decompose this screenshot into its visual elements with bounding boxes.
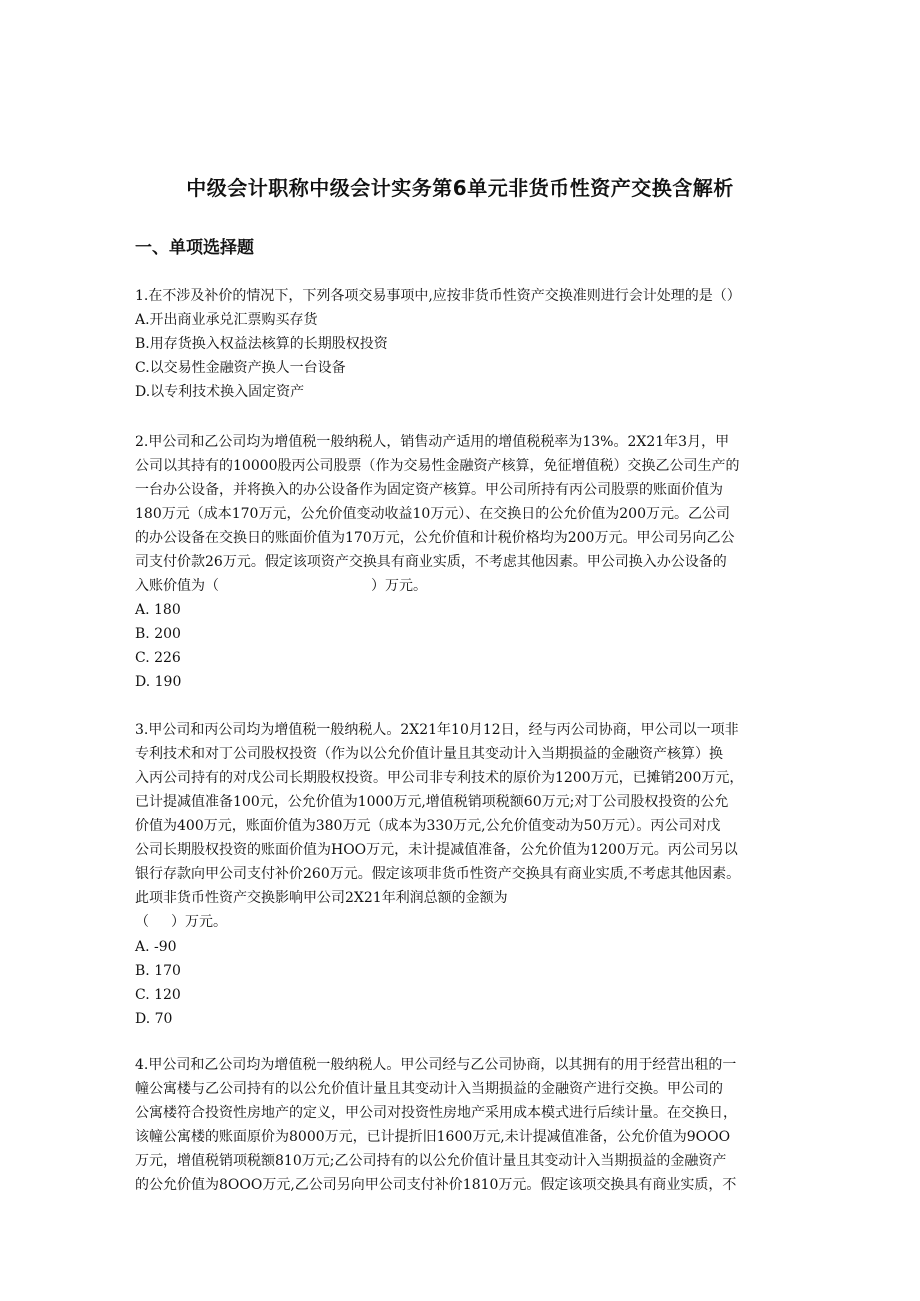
q1-option-b: B.用存货换入权益法核算的长期股权投资 — [135, 336, 388, 352]
q3-option-a: A. -90 — [135, 939, 177, 955]
q3-last-open: （ — [135, 914, 149, 930]
q2-line: 180万元（成本170万元，公允价值变动收益10万元）、在交换日的公允价值为200万元。乙公司 — [135, 506, 730, 522]
q4-line: 该幢公寓楼的账面原价为8000万元，已计提折旧1600万元,未计提减值准备，公允价值为9OOO — [135, 1129, 731, 1145]
q2-option-c: C. 226 — [135, 650, 181, 666]
q3-line: 价值为400万元，账面价值为380万元（成本为330万元,公允价值变动为50万元）。丙公司对戊 — [135, 818, 721, 834]
q4-line: 公寓楼符合投资性房地产的定义，甲公司对投资性房地产采用成本模式进行后续计量。在交换日， — [135, 1105, 737, 1121]
q2-last-suffix: ）万元。 — [371, 578, 427, 594]
q2-line: 2.甲公司和乙公司均为增值税一般纳税人，销售动产适用的增值税税率为13%。2X21年3月，甲 — [135, 434, 730, 450]
q3-last-line — [135, 913, 227, 931]
q4-line: 万元，增值税销项税额810万元;乙公司持有的以公允价值计量且其变动计入当期损益的金融资产 — [135, 1153, 727, 1169]
q4-line: 幢公寓楼与乙公司持有的以公允价值计量且其变动计入当期损益的金融资产进行交换。甲公司的 — [135, 1081, 723, 1097]
q3-option-d: D. 70 — [135, 1011, 173, 1027]
q2-option-a: A. 180 — [135, 602, 181, 618]
q2-last-line — [135, 577, 427, 595]
q3-line: 专利技术和对丁公司股权投资（作为以公允价值计量且其变动计入当期损益的金融资产核算）换 — [135, 746, 723, 762]
q2-last-prefix: 入账价值为（ — [135, 578, 219, 594]
q3-line: 此项非货币性资产交换影响甲公司2X21年利润总额的金额为 — [135, 890, 508, 906]
q1-option-d: D.以专利技术换入固定资产 — [135, 384, 305, 400]
q2-line: 一台办公设备，并将换入的办公设备作为固定资产核算。甲公司所持有丙公司股票的账面价值为 — [135, 482, 723, 498]
q1-option-c: C.以交易性金融资产换人一台设备 — [135, 360, 346, 376]
q3-line: 已计提减值准备100元，公允价值为1000万元,增值税销项税额60万元;对丁公司股权投资的公允 — [135, 794, 729, 810]
q2-line: 公司以其持有的10000股丙公司股票（作为交易性金融资产核算，免征增值税）交换乙公司生产的 — [135, 458, 740, 474]
q2-line: 司支付价款26万元。假定该项资产交换具有商业实质，不考虑其他因素。甲公司换入办公设备的 — [135, 554, 727, 570]
q4-line: 4.甲公司和乙公司均为增值税一般纳税人。甲公司经与乙公司协商，以其拥有的用于经营出租的一 — [135, 1057, 737, 1073]
q3-line: 3.甲公司和丙公司均为增值税一般纳税人。2X21年10月12日，经与丙公司协商，甲公司以一项非 — [135, 722, 739, 738]
q2-option-d: D. 190 — [135, 674, 182, 690]
q1-option-a: A.开出商业承兑汇票购买存货 — [135, 312, 318, 328]
document-title: 中级会计职称中级会计实务第6单元非货币性资产交换含解析 — [186, 176, 734, 200]
q2-line: 的办公设备在交换日的账面价值为170万元，公允价值和计税价格均为200万元。甲公司另向乙公 — [135, 530, 735, 546]
q3-line: 公司长期股权投资的账面价值为HOO万元，未计提减值准备，公允价值为1200万元。丙公司另以 — [135, 842, 738, 858]
q3-line: 入丙公司持有的对戊公司长期股权投资。甲公司非专利技术的原价为1200万元，已摊销200万元， — [135, 770, 744, 786]
q2-option-b: B. 200 — [135, 626, 181, 642]
q3-line: 银行存款向甲公司支付补价260万元。假定该项非货币性资产交换具有商业实质,不考虑其他因素。 — [135, 866, 741, 882]
q3-option-b: B. 170 — [135, 963, 181, 979]
q1-stem: 1.在不涉及补价的情况下，下列各项交易事项中,应按非货币性资产交换准则进行会计处理的是（） — [135, 288, 741, 304]
q3-option-c: C. 120 — [135, 987, 181, 1003]
section-heading: 一、单项选择题 — [135, 238, 254, 258]
q4-line: 的公允价值为8OOO万元,乙公司另向甲公司支付补价1810万元。假定该项交换具有商业实质，不 — [135, 1177, 737, 1193]
q3-last-close: ）万元。 — [171, 914, 227, 930]
